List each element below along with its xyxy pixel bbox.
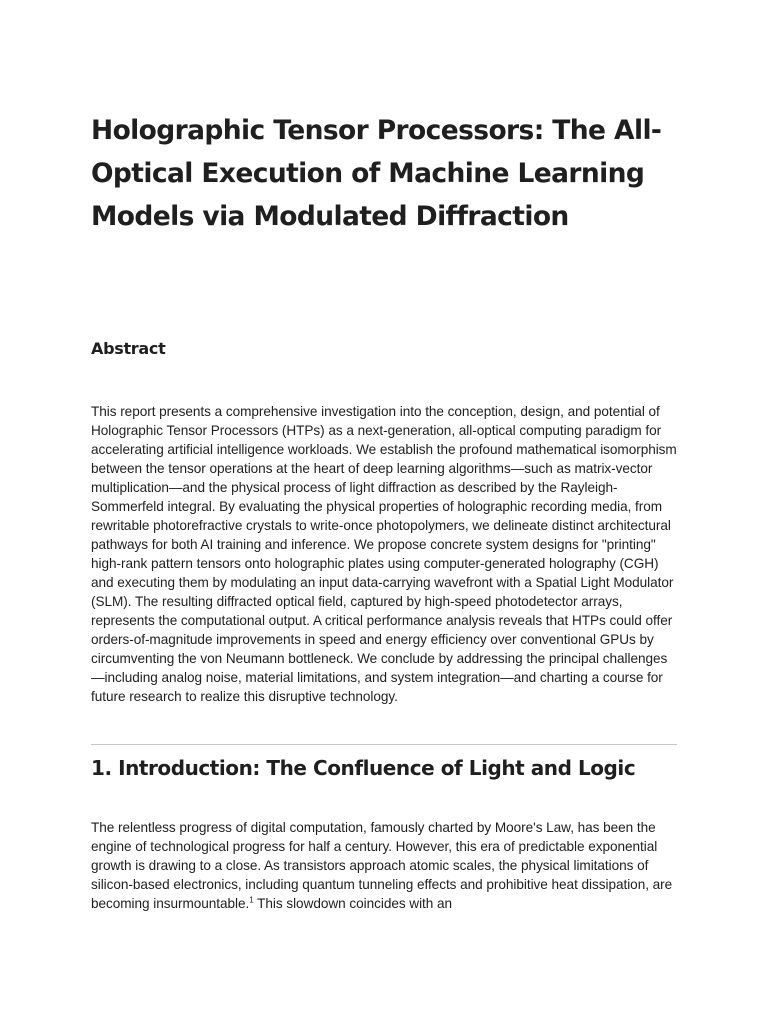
introduction-text-part2: This slowdown coincides with an <box>253 896 453 911</box>
document-title: Holographic Tensor Processors: The All-Optical Execution of Machine Learning Models via Modulated Diffraction <box>91 115 662 232</box>
section-divider <box>91 744 677 745</box>
introduction-text-part1: The relentless progress of digital computation, famously charted by Moore's Law, has been the engine of technological progress for half a century. However, this era of predictable exponential growth is drawing to a close. As transistors approach atomic scales, the physical limitations of silicon-based electronics, including quantum tunneling effects and prohibitive heat dissipation, are becoming insurmountable. <box>91 820 673 911</box>
abstract-paragraph: This report presents a comprehensive investigation into the conception, design, and potential of Holographic Tensor Processors (HTPs) as a next-generation, all-optical computing paradigm for accelerating artificial intelligence workloads. We establish the profound mathematical isomorphism between the tensor operations at the heart of deep learning algorithms—such as matrix-vector multiplication—and the physical process of light diffraction as described by the Rayleigh-Sommerfeld integral. By evaluating the physical properties of holographic recording media, from rewritable photorefractive crystals to write-once photopolymers, we delineate distinct architectural pathways for both AI training and inference. We propose concrete system designs for "printing" high-rank pattern tensors onto holographic plates using computer-generated holography (CGH) and executing them by modulating an input data-carrying wavefront with a Spatial Light Modulator (SLM). The resulting diffracted optical field, captured by high-speed photodetector arrays, represents the computational output. A critical performance analysis reveals that HTPs could offer orders-of-magnitude improvements in speed and energy efficiency over conventional GPUs by circumventing the von Neumann bottleneck. We conclude by addressing the principal challenges—including analog noise, material limitations, and system integration—and charting a course for future research to realize this disruptive technology. <box>91 404 677 704</box>
introduction-paragraph <box>91 818 679 913</box>
section-heading-introduction: 1. Introduction: The Confluence of Light and Logic <box>91 756 636 780</box>
abstract-heading: Abstract <box>91 339 166 358</box>
footnote-marker[interactable]: 1 <box>249 895 254 905</box>
